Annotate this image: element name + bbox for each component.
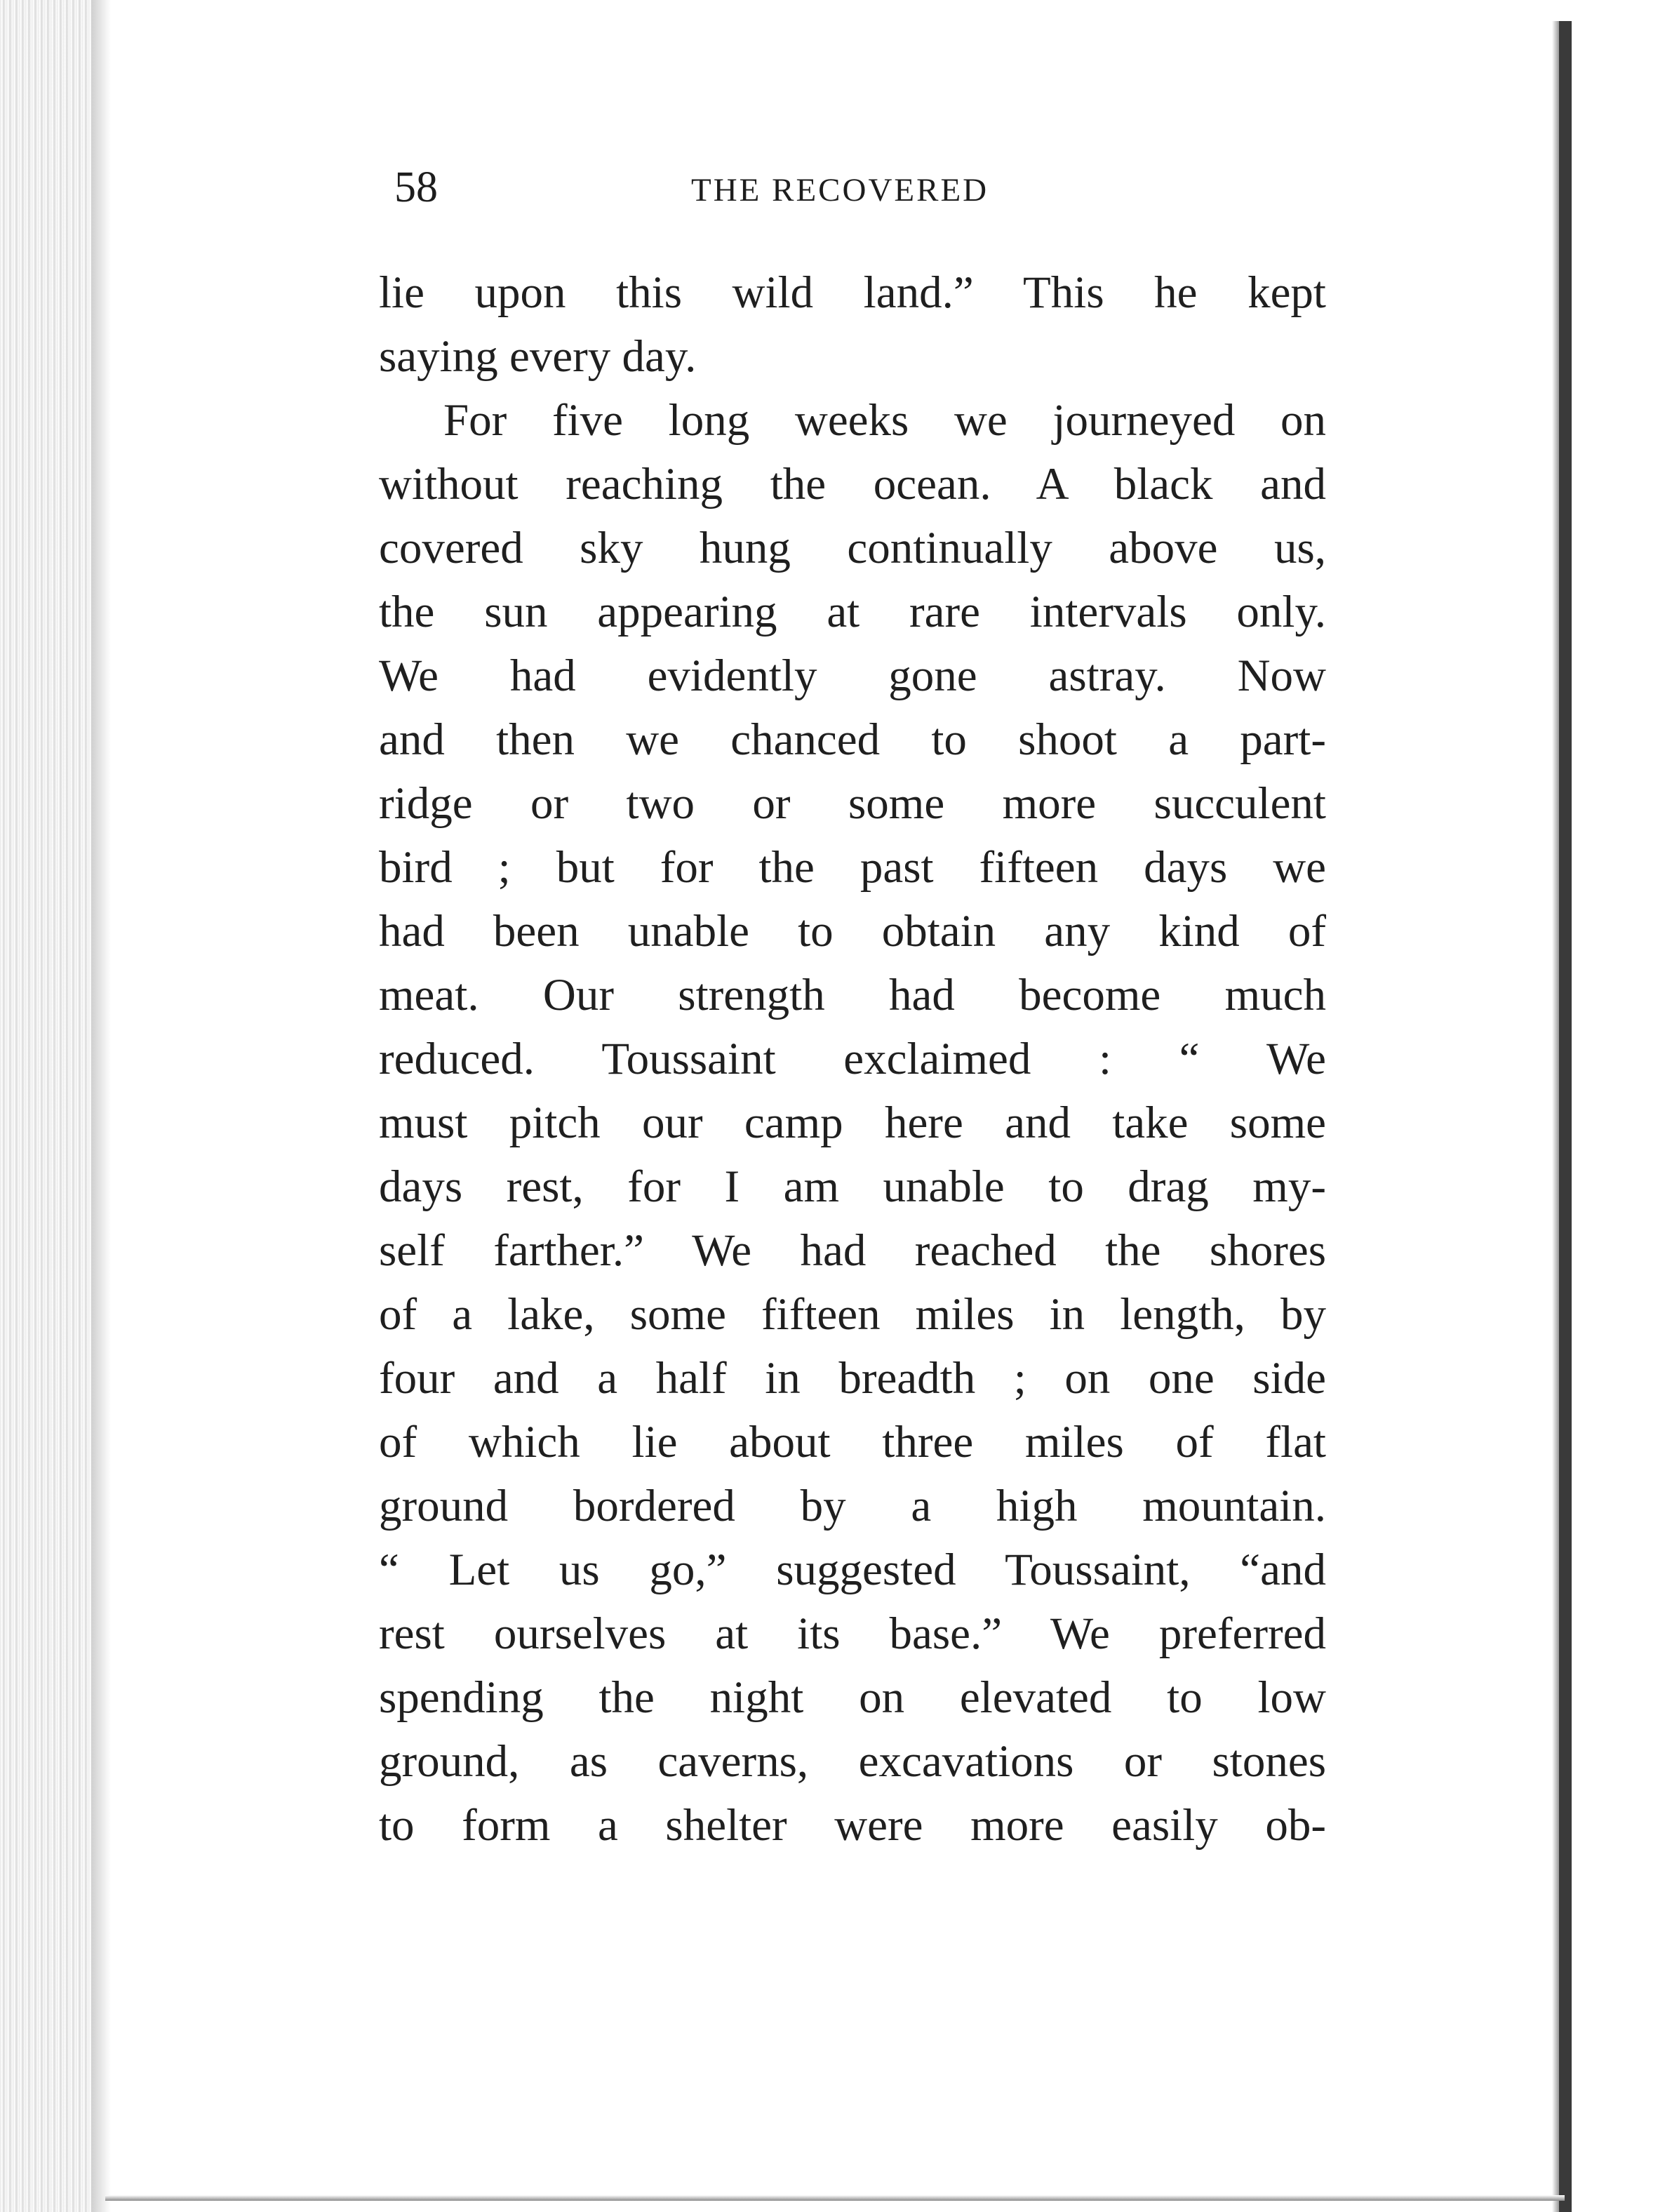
text-line: had been unable to obtain any kind of	[379, 906, 1326, 957]
book-binding-edge	[1559, 21, 1572, 2212]
page-number: 58	[394, 164, 438, 211]
body-text	[379, 261, 1326, 1858]
text-line: must pitch our camp here and take some	[379, 1098, 1326, 1148]
text-line: four and a half in breadth ; on one side	[379, 1353, 1326, 1404]
page-bottom-edge	[105, 2195, 1565, 2201]
page-stack-shadow	[91, 0, 111, 2212]
text-line: self farther.” We had reached the shores	[379, 1225, 1326, 1276]
text-line: For five long weeks we journeyed on	[443, 395, 1326, 446]
text-line: the sun appearing at rare intervals only.	[379, 587, 1326, 637]
text-line: ground, as caverns, excavations or stones	[379, 1736, 1326, 1787]
text-line: bird ; but for the past fifteen days we	[379, 842, 1326, 893]
page-stack-edge	[0, 0, 105, 2212]
text-line: covered sky hung continually above us,	[379, 523, 1326, 573]
text-line: We had evidently gone astray. Now	[379, 651, 1326, 701]
text-line: of which lie about three miles of flat	[379, 1417, 1326, 1467]
text-line: spending the night on elevated to low	[379, 1672, 1326, 1723]
running-title: THE RECOVERED	[691, 172, 989, 208]
page-header	[393, 163, 1459, 212]
text-line: ground bordered by a high mountain.	[379, 1481, 1326, 1531]
text-line: rest ourselves at its base.” We preferred	[379, 1608, 1326, 1659]
text-line: lie upon this wild land.” This he kept	[379, 267, 1326, 318]
text-line: “ Let us go,” suggested Toussaint, “and	[379, 1545, 1326, 1595]
text-line: reduced. Toussaint exclaimed : “ We	[379, 1034, 1326, 1084]
text-line: ridge or two or some more succulent	[379, 778, 1326, 829]
text-line: of a lake, some fifteen miles in length, by	[379, 1289, 1326, 1340]
text-line: and then we chanced to shoot a part-	[379, 714, 1326, 765]
text-line: days rest, for I am unable to drag my-	[379, 1161, 1326, 1212]
text-line: saying every day.	[379, 331, 697, 382]
text-line: to form a shelter were more easily ob-	[379, 1800, 1326, 1851]
binding-shadow	[1552, 21, 1559, 2212]
text-line: meat. Our strength had become much	[379, 970, 1326, 1020]
text-line: without reaching the ocean. A black and	[379, 459, 1326, 509]
